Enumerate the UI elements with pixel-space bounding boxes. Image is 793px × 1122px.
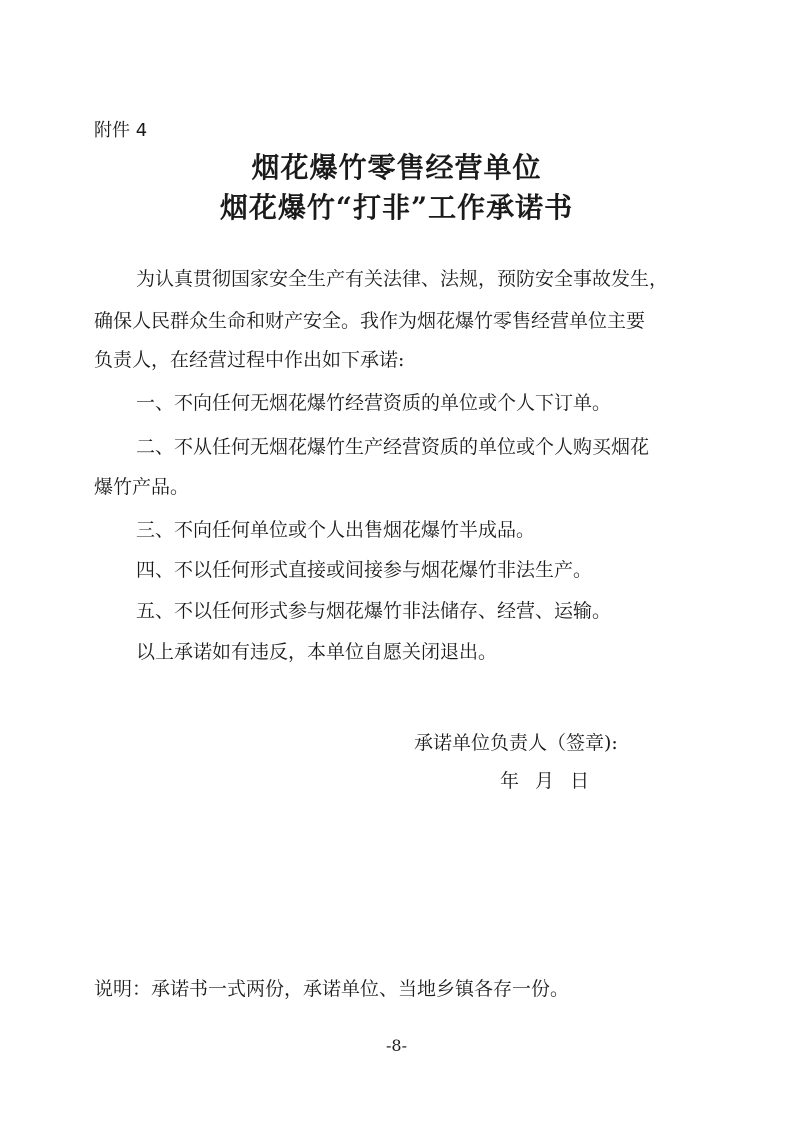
commitment-item-2-line-2: 爆竹产品。 (94, 476, 190, 498)
page-number: -8- (386, 1036, 407, 1055)
commitment-item-5: 五、不以任何形式参与烟花爆竹非法储存、经营、运输。 (136, 600, 612, 622)
signer-label: 承诺单位负责人（签章): (414, 732, 618, 754)
document-title-line-2: 烟花爆竹“打非”工作承诺书 (219, 191, 574, 224)
paragraph-intro-line-2: 确保人民群众生命和财产安全。我作为烟花爆竹零售经营单位主要 (94, 310, 646, 332)
commitment-item-3: 三、不向任何单位或个人出售烟花爆竹半成品。 (136, 519, 536, 541)
commitment-item-2-line-1: 二、不从任何无烟花爆竹生产经营资质的单位或个人购买烟花 (136, 436, 650, 458)
paragraph-intro-line-1: 为认真贯彻国家安全生产有关法律、法规，预防安全事故发生， (136, 268, 669, 290)
commitment-item-4: 四、不以任何形式直接或间接参与烟花爆竹非法生产。 (136, 559, 593, 581)
commitment-item-1: 一、不向任何无烟花爆竹经营资质的单位或个人下订单。 (136, 392, 612, 414)
attachment-label: 附件 4 (94, 120, 148, 141)
date-label: 年 月 日 (500, 770, 590, 792)
explanatory-note: 说明：承诺书一式两份，承诺单位、当地乡镇各存一份。 (94, 978, 570, 1000)
document-title-line-1: 烟花爆竹零售经营单位 (251, 151, 542, 184)
commitment-closing: 以上承诺如有违反，本单位自愿关闭退出。 (136, 641, 498, 663)
paragraph-intro-line-3: 负责人，在经营过程中作出如下承诺: (94, 349, 405, 371)
